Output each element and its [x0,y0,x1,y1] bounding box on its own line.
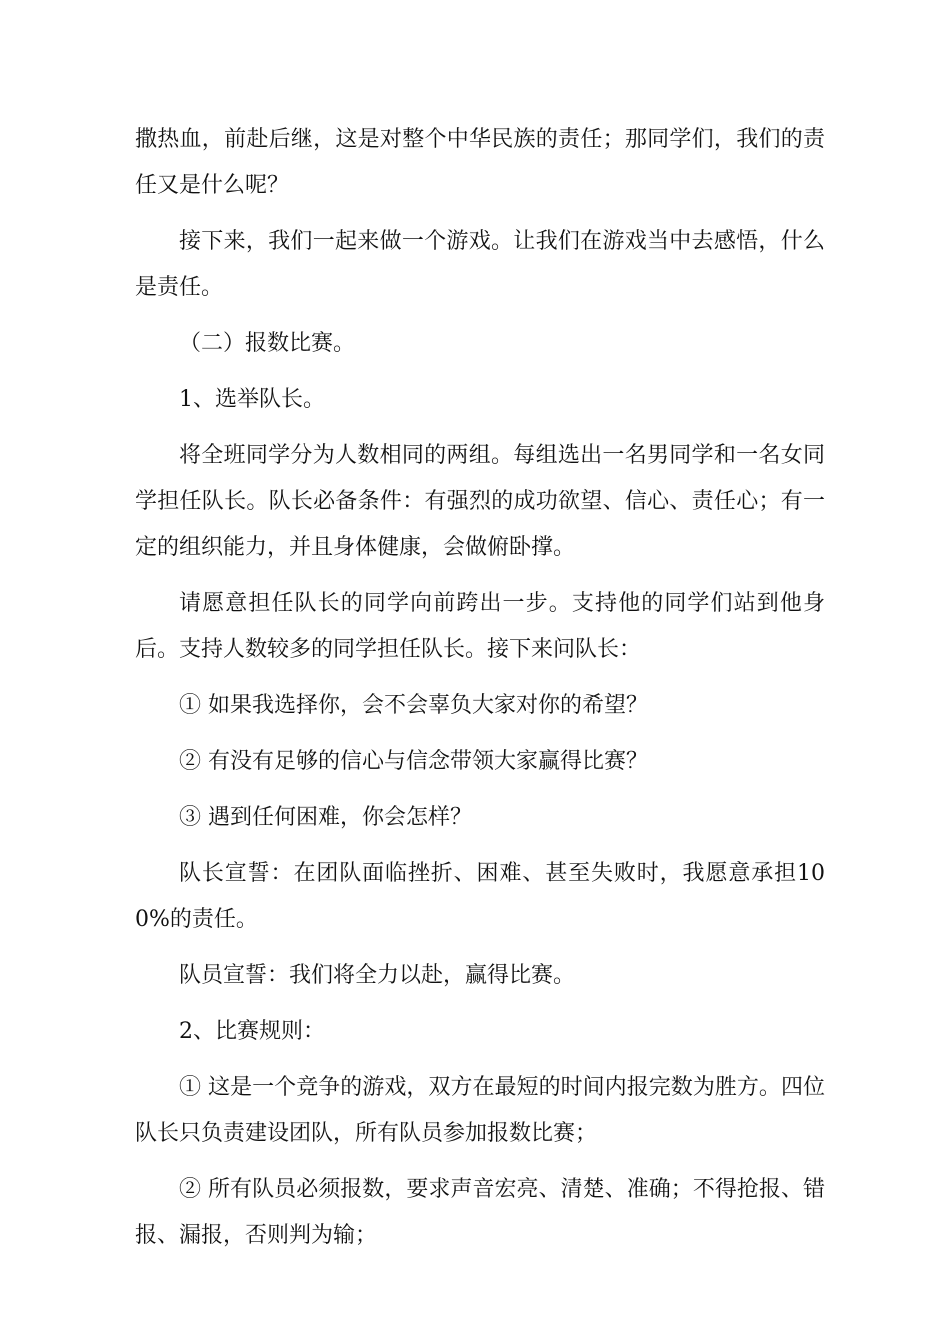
list-item: ② 所有队员必须报数，要求声音宏亮、清楚、准确；不得抢报、错报、漏报，否则判为输； [135,1177,825,1248]
paragraph: 队长宣誓：在团队面临挫折、困难、甚至失败时，我愿意承担100%的责任。 [135,861,825,932]
list-item: ② 有没有足够的信心与信念带领大家赢得比赛？ [179,749,648,774]
subsection-heading: 1、选举队长。 [179,387,325,412]
subsection-heading: 2、比赛规则： [179,1019,325,1044]
paragraph: 撒热血，前赴后继，这是对整个中华民族的责任；那同学们，我们的责任又是什么呢？ [135,127,825,198]
document-body [135,117,825,1269]
paragraph: 队员宣誓：我们将全力以赴，赢得比赛。 [179,963,576,988]
paragraph: 将全班同学分为人数相同的两组。每组选出一名男同学和一名女同学担任队长。队长必备条件：有强烈的成功欲望、信心、责任心；有一定的组织能力，并且身体健康，会做俯卧撑。 [135,443,825,560]
list-item: ① 这是一个竞争的游戏，双方在最短的时间内报完数为胜方。四位队长只负责建设团队，所有队员参加报数比赛； [135,1075,825,1146]
list-item: ① 如果我选择你，会不会辜负大家对你的希望？ [179,693,648,718]
list-item: ③ 遇到任何困难，你会怎样？ [179,805,472,830]
paragraph: 请愿意担任队长的同学向前跨出一步。支持他的同学们站到他身后。支持人数较多的同学担任队长。接下来问队长： [135,591,825,662]
paragraph: 接下来，我们一起来做一个游戏。让我们在游戏当中去感悟，什么是责任。 [135,229,825,300]
section-heading: （二）报数比赛。 [179,331,356,356]
